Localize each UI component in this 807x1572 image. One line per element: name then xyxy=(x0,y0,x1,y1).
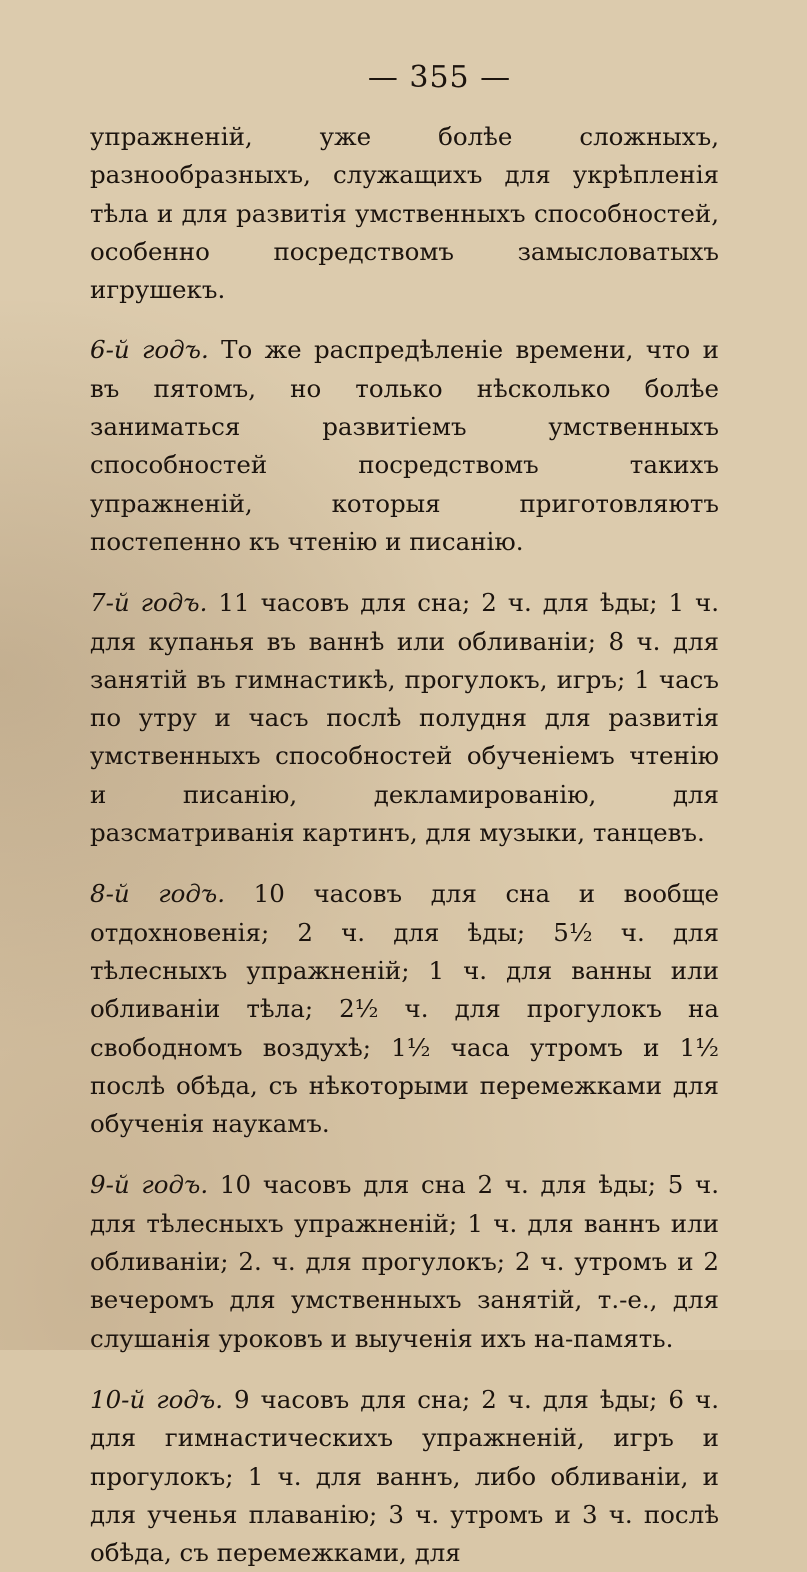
paragraph-text: 11 часовъ для сна; 2 ч. для ѣды; 1 ч. для купанья въ ваннѣ или обливаніи; 8 ч. для занятій въ гимнастикѣ, прогулокъ, игръ; 1 часъ по утру и часъ послѣ полудня для развитія умственныхъ способностей обученіемъ чтенію и писанію, декламированію, для разсматриванія картинъ, для музыки, танцевъ. xyxy=(90,588,720,848)
paragraph-continuation xyxy=(90,118,719,309)
paragraph-year-7 xyxy=(90,584,719,852)
paragraph-text: упражненій, уже болѣе сложныхъ, разнообразныхъ, служащихъ для укрѣпленія тѣла и для развитія умственныхъ способностей, особенно посредствомъ замысловатыхъ игрушекъ. xyxy=(90,122,719,305)
year-heading: 8-й годъ. xyxy=(90,879,226,909)
paragraph-text: 10 часовъ для сна 2 ч. для ѣды; 5 ч. для тѣлесныхъ упражненій; 1 ч. для ваннъ или обливаніи; 2. ч. для прогулокъ; 2 ч. утромъ и 2 вечеромъ для умственныхъ занятій, т.-е., для слушанія уроковъ и выученія ихъ на-память. xyxy=(90,1170,719,1353)
paragraph-year-8 xyxy=(90,875,719,1143)
paragraph-year-6 xyxy=(90,331,719,561)
paragraph-text: 9 часовъ для сна; 2 ч. для ѣды; 6 ч. для гимнастическихъ упражненій, игръ и прогулокъ; 1 ч. для ваннъ, либо обливаніи, и для ученья плаванію; 3 ч. утромъ и 3 ч. послѣ обѣда, съ перемежками, для xyxy=(90,1384,719,1568)
year-heading: 9-й годъ. xyxy=(90,1170,209,1200)
paragraph-year-10 xyxy=(90,1381,719,1572)
year-heading: 6-й годъ. xyxy=(90,335,209,365)
year-heading: 7-й годъ. xyxy=(90,588,208,618)
paragraph-text: 10 часовъ для сна и вообще отдохновенія; 2 ч. для ѣды; 5½ ч. для тѣлесныхъ упражненій; 1 ч. для ванны или обливаніи тѣла; 2½ ч. для прогулокъ на свободномъ воздухѣ; 1½ часа утромъ и 1½ послѣ обѣда, съ нѣкоторыми перемежками для обученія наукамъ. xyxy=(90,879,719,1139)
page-number: — 355 — xyxy=(367,60,512,95)
paragraph-year-9 xyxy=(90,1166,719,1357)
year-heading: 10-й годъ. xyxy=(90,1384,223,1414)
paragraph-text: То же распредѣленіе времени, что и въ пятомъ, но только нѣсколько болѣе заниматься развитіемъ умственныхъ способностей посредствомъ такихъ упражненій, которыя приготовляютъ постепенно къ чтенію и писанію. xyxy=(90,335,719,556)
